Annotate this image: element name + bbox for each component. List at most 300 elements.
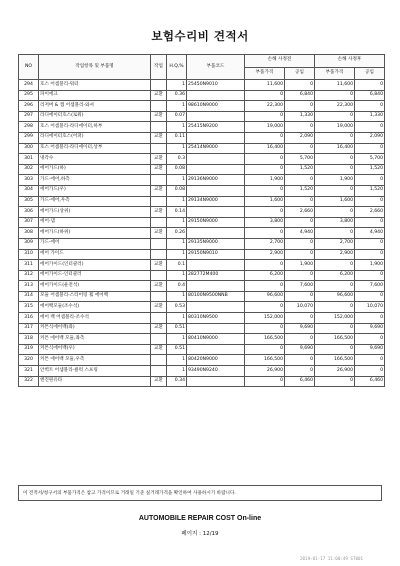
table-row — [19, 175, 385, 186]
row-hq: 1 — [167, 291, 187, 302]
row-hq: 1 — [167, 196, 187, 207]
row-hq: 0.1 — [167, 260, 187, 271]
row-work — [151, 196, 167, 207]
row-after-part-price: 96,600 — [315, 291, 355, 302]
table-row — [19, 260, 385, 271]
row-hq: 1 — [167, 313, 187, 324]
row-part-code — [187, 90, 245, 101]
row-part-code: 29134N9000 — [187, 196, 245, 207]
row-after-labor: 0 — [355, 249, 385, 260]
row-item: 호스 어셈블리-라디에이터,하부 — [39, 122, 151, 133]
row-no: 297 — [19, 111, 39, 122]
estimate-rows — [19, 80, 385, 387]
row-before-part-price: 0 — [245, 111, 285, 122]
row-after-labor: 7,600 — [355, 281, 385, 292]
row-hq: 1 — [167, 143, 187, 154]
row-before-labor: 10,070 — [285, 302, 315, 313]
row-after-labor: 0 — [355, 101, 385, 112]
row-part-code: 282772M400 — [187, 270, 245, 281]
row-no: 295 — [19, 90, 39, 101]
row-item: 가드-에어,우측 — [39, 196, 151, 207]
row-after-labor: 6,840 — [355, 90, 385, 101]
row-hq: 1 — [167, 80, 187, 91]
table-row — [19, 228, 385, 239]
row-no: 300 — [19, 143, 39, 154]
row-hq: 0.36 — [167, 90, 187, 101]
row-item: 라디에이터호스(어퍼) — [39, 132, 151, 143]
row-part-code — [187, 302, 245, 313]
row-item: 에어가드(하) — [39, 164, 151, 175]
row-before-labor: 9,690 — [285, 344, 315, 355]
table-row — [19, 376, 385, 387]
row-after-labor: 9,690 — [355, 344, 385, 355]
table-row — [19, 366, 385, 377]
row-work — [151, 291, 167, 302]
row-before-labor: 0 — [285, 122, 315, 133]
row-after-labor: 0 — [355, 122, 385, 133]
row-after-labor: 1,900 — [355, 260, 385, 271]
table-row — [19, 344, 385, 355]
estimate-table — [18, 54, 385, 387]
table-row — [19, 122, 385, 133]
row-part-code — [187, 154, 245, 165]
row-part-code: 29135N9000 — [187, 238, 245, 249]
row-before-part-price: 0 — [245, 185, 285, 196]
row-work: 교환 — [151, 185, 167, 196]
row-item: 파이에크 — [39, 90, 151, 101]
row-part-code: 98610N9000 — [187, 101, 245, 112]
row-after-part-price: 0 — [315, 164, 355, 175]
row-part-code — [187, 132, 245, 143]
row-after-labor: 0 — [355, 355, 385, 366]
row-no: 299 — [19, 132, 39, 143]
table-row — [19, 217, 385, 228]
header-after-part-price: 부품가격 — [315, 67, 355, 80]
row-after-part-price: 166,500 — [315, 334, 355, 345]
row-before-part-price: 2,900 — [245, 249, 285, 260]
row-work — [151, 80, 167, 91]
header-after-labor: 공임 — [355, 67, 385, 80]
row-before-part-price: 166,500 — [245, 334, 285, 345]
row-hq: 1 — [167, 334, 187, 345]
row-work: 교환 — [151, 344, 167, 355]
row-no: 313 — [19, 281, 39, 292]
row-no: 322 — [19, 376, 39, 387]
row-before-labor: 0 — [285, 80, 315, 91]
table-row — [19, 80, 385, 91]
row-after-labor: 0 — [355, 313, 385, 324]
row-after-part-price: 1,600 — [315, 196, 355, 207]
row-after-labor: 0 — [355, 334, 385, 345]
table-row — [19, 164, 385, 175]
table-row — [19, 291, 385, 302]
row-work — [151, 217, 167, 228]
row-item: 호스 어셈블리-라디에이터,상부 — [39, 143, 151, 154]
row-work: 교환 — [151, 132, 167, 143]
table-row — [19, 185, 385, 196]
row-work — [151, 175, 167, 186]
row-no: 306 — [19, 207, 39, 218]
row-item: 커튼식에어백(좌) — [39, 323, 151, 334]
row-part-code — [187, 111, 245, 122]
row-before-part-price: 0 — [245, 281, 285, 292]
row-after-part-price: 166,500 — [315, 355, 355, 366]
row-after-labor: 2,090 — [355, 132, 385, 143]
row-part-code — [187, 344, 245, 355]
row-after-part-price: 19,000 — [315, 122, 355, 133]
table-row — [19, 90, 385, 101]
row-hq: 0.51 — [167, 323, 187, 334]
table-row — [19, 196, 385, 207]
header-work: 작업 — [151, 55, 167, 80]
row-after-labor: 9,690 — [355, 323, 385, 334]
row-item: 에어가드(하위) — [39, 228, 151, 239]
row-no: 302 — [19, 164, 39, 175]
row-before-labor: 0 — [285, 334, 315, 345]
row-part-code: 93490N9240 — [187, 366, 245, 377]
row-item: 에어가드(상위) — [39, 207, 151, 218]
header-no: NO — [19, 55, 39, 80]
row-after-part-price: 0 — [315, 344, 355, 355]
row-part-code: 29136N9000 — [187, 175, 245, 186]
row-before-labor: 4,940 — [285, 228, 315, 239]
row-before-part-price: 96,600 — [245, 291, 285, 302]
table-row — [19, 132, 385, 143]
row-before-labor: 0 — [285, 270, 315, 281]
table-row — [19, 323, 385, 334]
table-row — [19, 238, 385, 249]
row-before-labor: 1,330 — [285, 111, 315, 122]
row-part-code: 29150N9000 — [187, 217, 245, 228]
row-part-code: 80310N9500 — [187, 313, 245, 324]
row-work: 교환 — [151, 90, 167, 101]
row-work: 교환 — [151, 281, 167, 292]
row-after-part-price: 16,400 — [315, 143, 355, 154]
row-hq: 1 — [167, 175, 187, 186]
row-hq: 1 — [167, 249, 187, 260]
row-before-labor: 0 — [285, 238, 315, 249]
row-after-labor: 0 — [355, 270, 385, 281]
row-after-part-price: 0 — [315, 207, 355, 218]
row-before-labor: 0 — [285, 291, 315, 302]
row-after-labor: 0 — [355, 196, 385, 207]
row-part-code: 80410N9000 — [187, 334, 245, 345]
row-work — [151, 143, 167, 154]
row-hq: 1 — [167, 270, 187, 281]
row-no: 318 — [19, 334, 39, 345]
row-item: 에어가이드(인터쿨러) — [39, 260, 151, 271]
row-work: 교환 — [151, 154, 167, 165]
header-before-labor: 공임 — [285, 67, 315, 80]
row-after-labor: 1,520 — [355, 185, 385, 196]
row-part-code: 25415N9200 — [187, 122, 245, 133]
row-after-part-price: 0 — [315, 260, 355, 271]
row-no: 316 — [19, 313, 39, 324]
row-before-part-price: 2,700 — [245, 238, 285, 249]
row-hq: 1 — [167, 122, 187, 133]
row-before-part-price: 0 — [245, 132, 285, 143]
table-row — [19, 281, 385, 292]
row-hq: 0.07 — [167, 111, 187, 122]
row-no: 307 — [19, 217, 39, 228]
row-no: 319 — [19, 344, 39, 355]
row-before-part-price: 166,500 — [245, 355, 285, 366]
row-after-part-price: 11,600 — [315, 80, 355, 91]
row-item: 모듈 어셈블리-스티어링 휠 에어백 — [39, 291, 151, 302]
row-hq: 1 — [167, 217, 187, 228]
table-row — [19, 302, 385, 313]
row-item: 냉각수 — [39, 154, 151, 165]
header-before-part-price: 부품가격 — [245, 67, 285, 80]
row-before-labor: 0 — [285, 101, 315, 112]
row-before-labor: 0 — [285, 355, 315, 366]
row-before-part-price: 22,300 — [245, 101, 285, 112]
price-notice: 이 견적서/청구서의 부품가격은 참고 가격이므로 거래일 기준 실거래가격을 확인하여 사용하시기 바랍니다. — [18, 485, 382, 501]
row-before-labor: 6,840 — [285, 90, 315, 101]
row-before-part-price: 0 — [245, 260, 285, 271]
row-no: 308 — [19, 228, 39, 239]
row-part-code — [187, 185, 245, 196]
row-after-labor: 0 — [355, 217, 385, 228]
row-before-labor: 1,520 — [285, 164, 315, 175]
row-part-code: 29150N9010 — [187, 249, 245, 260]
row-hq: 0.51 — [167, 344, 187, 355]
table-row — [19, 355, 385, 366]
row-item: 에어가이드-인터쿨러 — [39, 270, 151, 281]
footer-brand: AUTOMOBILE REPAIR COST On-line — [138, 515, 262, 522]
row-item: 안벽트 어셈블리-클럭 스프링 — [39, 366, 151, 377]
row-after-part-price: 2,700 — [315, 238, 355, 249]
row-work — [151, 334, 167, 345]
header-row-1 — [19, 55, 385, 68]
row-before-labor: 9,690 — [285, 323, 315, 334]
row-after-part-price: 0 — [315, 90, 355, 101]
row-after-labor: 0 — [355, 143, 385, 154]
row-item: 커튼식에어백(우) — [39, 344, 151, 355]
page-indicator: 페이지 : 12/19 — [181, 531, 219, 537]
row-part-code: 80100N9500NNB — [187, 291, 245, 302]
row-part-code — [187, 228, 245, 239]
row-no: 303 — [19, 175, 39, 186]
row-item: 에어 백 어셈블리-조수석 — [39, 313, 151, 324]
table-row — [19, 334, 385, 345]
row-after-labor: 0 — [355, 291, 385, 302]
row-before-labor: 0 — [285, 313, 315, 324]
table-row — [19, 207, 385, 218]
row-before-part-price: 0 — [245, 164, 285, 175]
row-after-labor: 1,330 — [355, 111, 385, 122]
row-after-labor: 4,940 — [355, 228, 385, 239]
row-work: 교환 — [151, 228, 167, 239]
row-no: 311 — [19, 260, 39, 271]
table-row — [19, 313, 385, 324]
row-item: 커튼 에어백 모듈,좌측 — [39, 334, 151, 345]
row-before-part-price: 3,800 — [245, 217, 285, 228]
row-after-part-price: 0 — [315, 323, 355, 334]
row-item: 에어 가이드 — [39, 249, 151, 260]
row-before-part-price: 0 — [245, 228, 285, 239]
row-before-labor: 2,660 — [285, 207, 315, 218]
row-no: 305 — [19, 196, 39, 207]
row-part-code — [187, 376, 245, 387]
row-before-part-price: 0 — [245, 154, 285, 165]
row-work: 교환 — [151, 302, 167, 313]
row-before-part-price: 152,000 — [245, 313, 285, 324]
row-no: 315 — [19, 302, 39, 313]
row-after-part-price: 6,200 — [315, 270, 355, 281]
row-no: 304 — [19, 185, 39, 196]
row-before-part-price: 0 — [245, 90, 285, 101]
row-after-labor: 0 — [355, 238, 385, 249]
row-work — [151, 101, 167, 112]
row-after-part-price: 0 — [315, 132, 355, 143]
row-hq: 0.3 — [167, 154, 187, 165]
row-no: 309 — [19, 238, 39, 249]
row-after-part-price: 1,900 — [315, 175, 355, 186]
row-hq: 0.4 — [167, 281, 187, 292]
row-work — [151, 313, 167, 324]
table-row — [19, 249, 385, 260]
row-before-part-price: 1,900 — [245, 175, 285, 186]
row-after-part-price: 152,000 — [315, 313, 355, 324]
row-work: 교환 — [151, 207, 167, 218]
header-code: 부품코드 — [187, 55, 245, 80]
row-after-part-price: 0 — [315, 376, 355, 387]
row-before-labor: 0 — [285, 217, 315, 228]
row-no: 320 — [19, 355, 39, 366]
row-after-labor: 0 — [355, 366, 385, 377]
row-part-code — [187, 207, 245, 218]
row-item: 가드-에어 — [39, 238, 151, 249]
row-hq: 0.08 — [167, 164, 187, 175]
row-item: 엔진원유타 — [39, 376, 151, 387]
row-work: 교환 — [151, 376, 167, 387]
row-no: 294 — [19, 80, 39, 91]
row-before-part-price: 26,900 — [245, 366, 285, 377]
row-hq: 0.14 — [167, 207, 187, 218]
row-before-labor: 0 — [285, 143, 315, 154]
header-item: 작업항목 및 부품명 — [39, 55, 151, 80]
row-part-code — [187, 164, 245, 175]
row-before-part-price: 11,600 — [245, 80, 285, 91]
row-after-labor: 1,520 — [355, 164, 385, 175]
row-after-part-price: 0 — [315, 228, 355, 239]
row-item: 리저버 & 캡 어셈블리-와셔 — [39, 101, 151, 112]
row-part-code: 80420N9000 — [187, 355, 245, 366]
row-before-labor: 0 — [285, 249, 315, 260]
row-before-labor: 2,090 — [285, 132, 315, 143]
row-after-part-price: 0 — [315, 185, 355, 196]
row-before-part-price: 0 — [245, 376, 285, 387]
row-hq: 1 — [167, 238, 187, 249]
row-before-labor: 0 — [285, 366, 315, 377]
row-work: 교환 — [151, 323, 167, 334]
row-hq: 0.11 — [167, 132, 187, 143]
row-hq: 1 — [167, 355, 187, 366]
row-item: 라디에이터호스(로워) — [39, 111, 151, 122]
document-title: 보험수리비 견적서 — [151, 29, 249, 43]
table-row — [19, 101, 385, 112]
row-before-part-price: 0 — [245, 302, 285, 313]
row-after-labor: 5,700 — [355, 154, 385, 165]
row-item: 에어가이드(운전석) — [39, 281, 151, 292]
row-after-labor: 0 — [355, 80, 385, 91]
row-work: 교환 — [151, 164, 167, 175]
header-after-group: 손해 사정후 — [315, 55, 385, 68]
table-row — [19, 111, 385, 122]
row-no: 312 — [19, 270, 39, 281]
row-after-part-price: 26,900 — [315, 366, 355, 377]
row-no: 310 — [19, 249, 39, 260]
row-no: 321 — [19, 366, 39, 377]
row-before-part-price: 0 — [245, 344, 285, 355]
row-item: 에어-댐 — [39, 217, 151, 228]
row-after-labor: 6,460 — [355, 376, 385, 387]
row-after-part-price: 0 — [315, 281, 355, 292]
row-item: 에어백모듈(조수석) — [39, 302, 151, 313]
row-after-labor: 2,660 — [355, 207, 385, 218]
row-item: 가드-에어,하측 — [39, 175, 151, 186]
row-before-part-price: 6,200 — [245, 270, 285, 281]
row-work: 교환 — [151, 111, 167, 122]
row-item: 에어가드(우) — [39, 185, 151, 196]
row-hq: 1 — [167, 101, 187, 112]
row-after-part-price: 3,800 — [315, 217, 355, 228]
row-hq: 0.53 — [167, 302, 187, 313]
row-no: 317 — [19, 323, 39, 334]
row-work — [151, 355, 167, 366]
header-before-group: 손해 사정전 — [245, 55, 315, 68]
row-no: 314 — [19, 291, 39, 302]
row-before-labor: 0 — [285, 196, 315, 207]
row-before-labor: 5,700 — [285, 154, 315, 165]
row-before-labor: 0 — [285, 175, 315, 186]
row-before-part-price: 19,000 — [245, 122, 285, 133]
row-before-labor: 7,600 — [285, 281, 315, 292]
row-item: 호스 어셈블리-워터 — [39, 80, 151, 91]
row-after-part-price: 2,900 — [315, 249, 355, 260]
row-part-code: 25414N9000 — [187, 143, 245, 154]
row-work — [151, 366, 167, 377]
row-before-labor: 1,520 — [285, 185, 315, 196]
row-hq: 0.26 — [167, 228, 187, 239]
row-before-part-price: 0 — [245, 207, 285, 218]
row-before-labor: 1,900 — [285, 260, 315, 271]
row-work — [151, 238, 167, 249]
row-before-part-price: 16,400 — [245, 143, 285, 154]
row-before-part-price: 1,600 — [245, 196, 285, 207]
row-after-part-price: 0 — [315, 154, 355, 165]
row-hq: 0.34 — [167, 376, 187, 387]
row-part-code — [187, 323, 245, 334]
print-timestamp: 2019-01-17 11:00:49 ST001 — [300, 556, 364, 561]
row-hq: 0.08 — [167, 185, 187, 196]
row-after-part-price: 22,300 — [315, 101, 355, 112]
row-work — [151, 122, 167, 133]
row-no: 296 — [19, 101, 39, 112]
row-no: 298 — [19, 122, 39, 133]
table-row — [19, 154, 385, 165]
row-part-code — [187, 281, 245, 292]
row-hq: 1 — [167, 366, 187, 377]
row-after-labor: 0 — [355, 175, 385, 186]
table-row — [19, 270, 385, 281]
row-work — [151, 249, 167, 260]
table-row — [19, 143, 385, 154]
row-before-labor: 6,460 — [285, 376, 315, 387]
row-no: 301 — [19, 154, 39, 165]
row-before-part-price: 0 — [245, 323, 285, 334]
